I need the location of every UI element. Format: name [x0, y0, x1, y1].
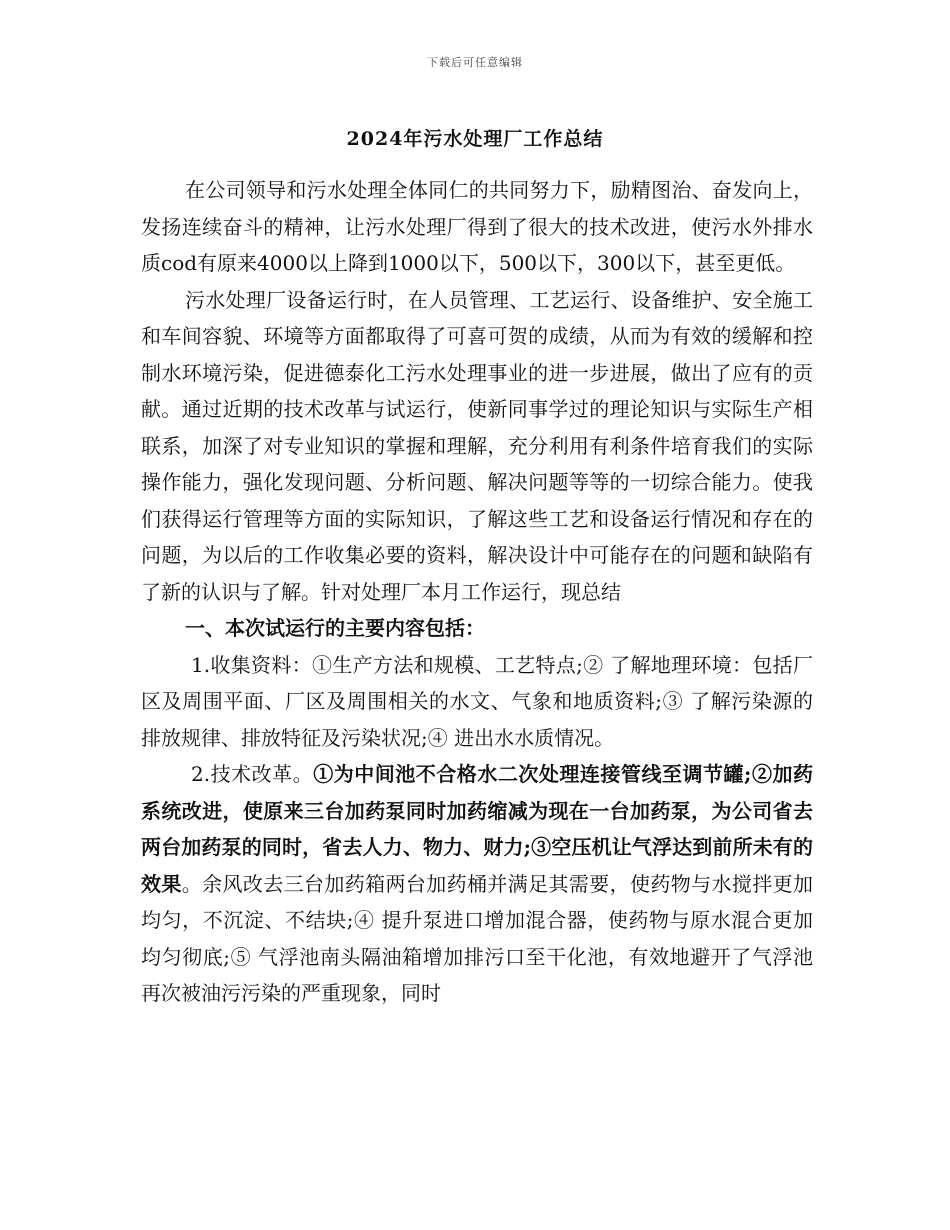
list-item-data-collection: 1.收集资料：①生产方法和规模、工艺特点;② 了解地理环境：包括厂区及周围平面、厂区及周围相关的水文、气象和地质资料;③ 了解污染源的排放规律、排放特征及污染状况;④ 进出水水质情况。	[141, 652, 813, 750]
technical-reform-highlight: ①为中间池不合格水二次处理连接管线至调节罐;②加药系统改进，使原来三台加药泵同时加药缩减为现在一台加药泵，为公司省去两台加药泵的同时，省去人力、物力、财力;③空压机让气浮达到前所未有的效果	[141, 762, 813, 896]
paragraph-intro: 在公司领导和污水处理全体同仁的共同努力下，励精图治、奋发向上，发扬连续奋斗的精神，让污水处理厂得到了很大的技术改进，使污水外排水质cod有原来4000以上降到1000以下，500以下，300以下，甚至更低。	[141, 178, 813, 275]
technical-reform-label: 2.技术改革。	[191, 762, 314, 786]
section-heading-trial-run: 一、本次试运行的主要内容包括：	[185, 616, 485, 640]
paragraph-achievements: 污水处理厂设备运行时，在人员管理、工艺运行、设备维护、安全施工和车间容貌、环境等方面都取得了可喜可贺的成绩，从而为有效的缓解和控制水环境污染，促进德泰化工污水处理事业的进一步进展，做出了应有的贡献。通过近期的技术改革与试运行，使新同事学过的理论知识与实际生产相联系，加深了对专业知识的掌握和理解，充分利用有利条件培育我们的实际操作能力，强化发现问题、分析问题、解决问题等等的一切综合能力。使我们获得运行管理等方面的实际知识，了解这些工艺和设备运行情况和存在的问题，为以后的工作收集必要的资料，解决设计中可能存在的问题和缺陷有了新的认识与了解。针对处理厂本月工作运行，现总结	[141, 287, 813, 604]
list-item-technical-reform	[141, 756, 813, 1012]
document-title: 2024年污水处理厂工作总结	[346, 128, 604, 150]
technical-reform-details: 。余风改去三台加药箱两台加药桶并满足其需要，使药物与水搅拌更加均匀，不沉淀、不结块;④ 提升泵进口增加混合器，使药物与原水混合更加均匀彻底;⑤ 气浮池南头隔油箱增加排污口至干化池，有效地避开了气浮池再次被油污污染的严重现象，同时	[141, 871, 813, 1005]
document-body	[141, 172, 813, 1012]
page-header-note: 下载后可任意编辑	[427, 56, 523, 69]
